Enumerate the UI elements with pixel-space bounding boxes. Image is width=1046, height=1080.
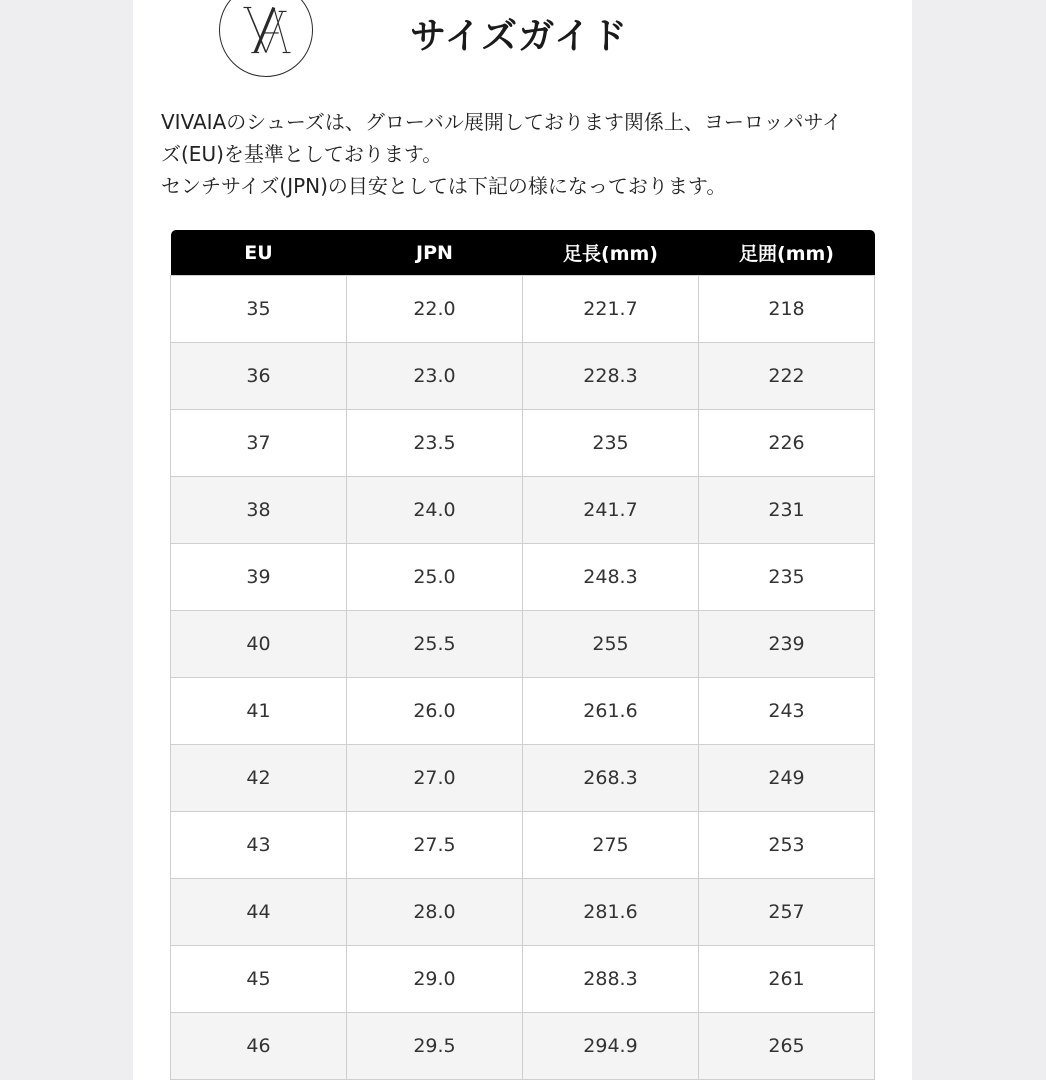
cell-foot-width: 239	[699, 611, 875, 678]
table-row	[171, 1013, 875, 1080]
logo-monogram-icon	[220, 0, 312, 76]
cell-foot-width: 222	[699, 343, 875, 410]
table-row	[171, 678, 875, 745]
intro-line: センチサイズ(JPN)の目安としては下記の様になっております。	[161, 174, 727, 198]
cell-jpn: 23.5	[347, 410, 523, 477]
page-title: サイズガイド	[410, 16, 629, 57]
cell-eu: 44	[171, 879, 347, 946]
header-foot-width: 足囲(mm)	[699, 230, 875, 276]
size-guide-table	[170, 230, 875, 1080]
cell-jpn: 27.5	[347, 812, 523, 879]
cell-foot-length: 294.9	[523, 1013, 699, 1080]
table-row	[171, 812, 875, 879]
table-row	[171, 946, 875, 1013]
table-row	[171, 745, 875, 812]
cell-eu: 37	[171, 410, 347, 477]
table-row	[171, 611, 875, 678]
header-jpn: JPN	[347, 230, 523, 276]
table-row	[171, 477, 875, 544]
cell-foot-width: 253	[699, 812, 875, 879]
cell-eu: 36	[171, 343, 347, 410]
cell-eu: 43	[171, 812, 347, 879]
cell-foot-width: 243	[699, 678, 875, 745]
cell-foot-length: 281.6	[523, 879, 699, 946]
cell-foot-width: 257	[699, 879, 875, 946]
cell-foot-width: 218	[699, 276, 875, 343]
cell-foot-width: 226	[699, 410, 875, 477]
cell-foot-length: 228.3	[523, 343, 699, 410]
cell-foot-length: 221.7	[523, 276, 699, 343]
cell-foot-width: 231	[699, 477, 875, 544]
cell-foot-length: 261.6	[523, 678, 699, 745]
cell-eu: 46	[171, 1013, 347, 1080]
cell-eu: 41	[171, 678, 347, 745]
cell-foot-length: 288.3	[523, 946, 699, 1013]
cell-foot-length: 275	[523, 812, 699, 879]
cell-jpn: 26.0	[347, 678, 523, 745]
table-row	[171, 276, 875, 343]
cell-jpn: 22.0	[347, 276, 523, 343]
cell-foot-width: 235	[699, 544, 875, 611]
cell-eu: 40	[171, 611, 347, 678]
table-row	[171, 343, 875, 410]
cell-foot-length: 255	[523, 611, 699, 678]
header-eu: EU	[171, 230, 347, 276]
cell-foot-width: 261	[699, 946, 875, 1013]
cell-foot-length: 241.7	[523, 477, 699, 544]
table-row	[171, 410, 875, 477]
table-row	[171, 544, 875, 611]
cell-jpn: 25.0	[347, 544, 523, 611]
cell-foot-length: 235	[523, 410, 699, 477]
cell-foot-width: 265	[699, 1013, 875, 1080]
cell-eu: 45	[171, 946, 347, 1013]
cell-eu: 42	[171, 745, 347, 812]
intro-line: ズ(EU)を基準としております。	[161, 142, 443, 166]
table-row	[171, 879, 875, 946]
cell-jpn: 23.0	[347, 343, 523, 410]
cell-foot-width: 249	[699, 745, 875, 812]
cell-jpn: 27.0	[347, 745, 523, 812]
cell-jpn: 28.0	[347, 879, 523, 946]
cell-eu: 39	[171, 544, 347, 611]
cell-foot-length: 268.3	[523, 745, 699, 812]
intro-text	[161, 106, 896, 202]
cell-jpn: 24.0	[347, 477, 523, 544]
header-foot-length: 足長(mm)	[523, 230, 699, 276]
table-header-row	[171, 230, 875, 276]
cell-jpn: 29.5	[347, 1013, 523, 1080]
intro-line: VIVAIAのシューズは、グローバル展開しております関係上、ヨーロッパサイ	[161, 110, 843, 134]
cell-eu: 35	[171, 276, 347, 343]
cell-jpn: 29.0	[347, 946, 523, 1013]
cell-eu: 38	[171, 477, 347, 544]
vivaia-logo-icon	[219, 0, 313, 77]
cell-jpn: 25.5	[347, 611, 523, 678]
cell-foot-length: 248.3	[523, 544, 699, 611]
